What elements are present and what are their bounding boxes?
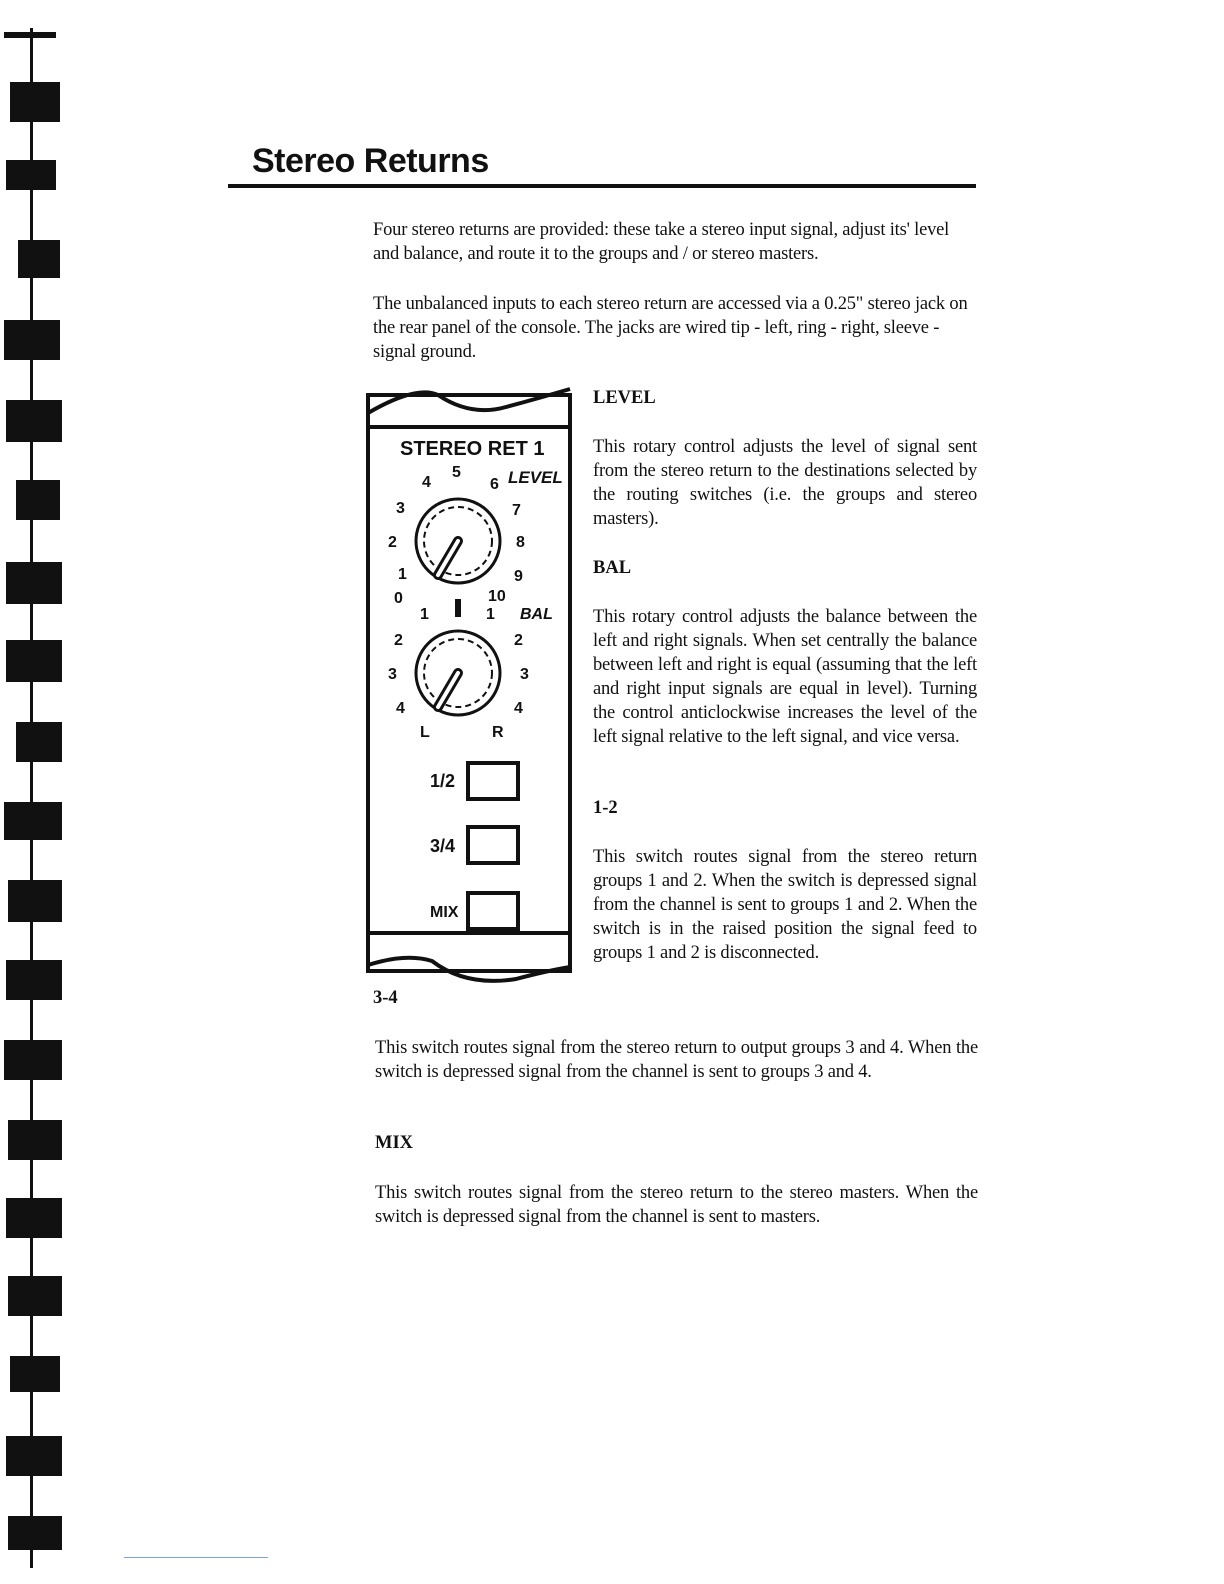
svg-text:2: 2 (388, 534, 397, 551)
svg-text:8: 8 (516, 534, 525, 551)
svg-text:4: 4 (514, 700, 523, 717)
switch-mix (430, 893, 518, 929)
svg-text:2: 2 (394, 632, 403, 649)
stereo-return-panel-illustration (366, 385, 574, 985)
panel-label: STEREO RET 1 (400, 438, 545, 460)
svg-text:5: 5 (452, 464, 461, 481)
section-body-level: This rotary control adjusts the level of signal sent from the stereo return to the destinations selected by the routing switches (i.e. the groups and stereo masters). (593, 437, 977, 529)
svg-text:0: 0 (394, 590, 403, 607)
svg-text:R: R (492, 724, 504, 741)
svg-text:3: 3 (396, 500, 405, 517)
svg-text:3/4: 3/4 (430, 836, 456, 856)
svg-text:MIX: MIX (430, 904, 459, 921)
svg-text:3: 3 (520, 666, 529, 683)
spiral-binding (0, 0, 70, 1584)
svg-text:1: 1 (398, 566, 407, 583)
intro-paragraph-2: The unbalanced inputs to each stereo return are accessed via a 0.25" stereo jack on the rear panel of the console. The jacks are wired tip - left, ring - right, sleeve - signal ground. (373, 294, 968, 362)
level-knob (416, 499, 500, 583)
section-body-mix: This switch routes signal from the stereo return to the stereo masters. When the switch is depressed signal from the channel is sent to masters. (375, 1183, 978, 1227)
panel-bal-label: BAL (520, 606, 553, 623)
svg-text:7: 7 (512, 502, 521, 519)
title-rule (228, 184, 976, 188)
bottom-link-line (124, 1557, 268, 1558)
svg-text:4: 4 (422, 474, 431, 491)
svg-text:1: 1 (420, 606, 429, 623)
section-heading-mix: MIX (375, 1133, 414, 1153)
page-title: Stereo Returns (252, 142, 489, 180)
intro-paragraph-1: Four stereo returns are provided: these take a stereo input signal, adjust its' level and balance, and route it to the groups and / or stereo masters. (373, 220, 950, 264)
section-heading-1-2: 1-2 (593, 798, 618, 818)
section-body-1-2: This switch routes signal from the stereo return groups 1 and 2. When the switch is depressed signal from the channel is sent to groups 1 and 2. When the switch is in the raised position the signal feed to groups 1 and 2 is disconnected. (593, 847, 977, 963)
switch-1-2 (430, 763, 518, 799)
svg-text:1/2: 1/2 (430, 771, 456, 791)
section-heading-bal: BAL (593, 558, 632, 578)
svg-text:L: L (420, 724, 430, 741)
svg-text:9: 9 (514, 568, 523, 585)
section-heading-level: LEVEL (593, 388, 656, 408)
svg-text:1: 1 (486, 606, 495, 623)
section-body-bal: This rotary control adjusts the balance between the left and right signals. When set centrally the balance between left and right is equal (assuming that the left and right input signals are equal in level). Turning the control anticlockwise increases the level of the left signal relative to the left signal, and vice versa. (593, 607, 977, 747)
svg-text:3: 3 (388, 666, 397, 683)
svg-text:10: 10 (488, 588, 506, 605)
svg-text:2: 2 (514, 632, 523, 649)
section-heading-3-4: 3-4 (373, 988, 398, 1008)
svg-text:4: 4 (396, 700, 405, 717)
switch-3-4 (430, 827, 518, 863)
svg-text:6: 6 (490, 476, 499, 493)
section-body-3-4: This switch routes signal from the stereo return to output groups 3 and 4. When the switch is depressed signal from the channel is sent to groups 3 and 4. (375, 1038, 978, 1082)
panel-level-label: LEVEL (508, 468, 563, 487)
